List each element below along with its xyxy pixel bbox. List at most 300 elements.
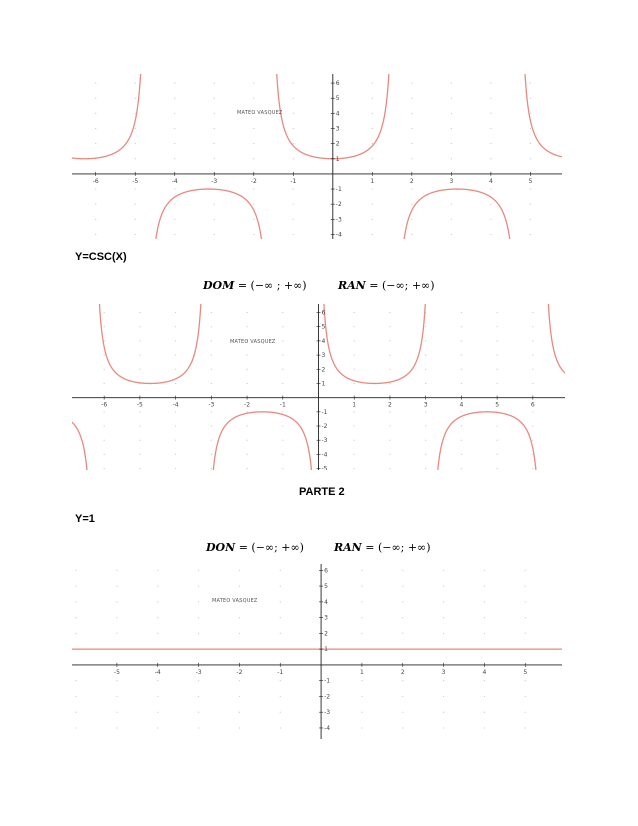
grid-dot xyxy=(95,143,96,144)
grid-dot xyxy=(425,440,426,441)
grid-dot xyxy=(372,143,373,144)
grid-dot xyxy=(530,204,531,205)
grid-dot xyxy=(175,354,176,355)
grid-dot xyxy=(104,383,105,384)
grid-dot xyxy=(372,188,373,189)
grid-dot xyxy=(354,369,355,370)
y-tick-label: -1 xyxy=(321,408,328,416)
grid-dot xyxy=(461,354,462,355)
x-tick-label: 5 xyxy=(495,401,500,409)
grid-dot xyxy=(484,696,485,697)
grid-dot xyxy=(198,617,199,618)
grid-dot xyxy=(95,234,96,235)
grid-dot xyxy=(104,369,105,370)
grid-dot xyxy=(490,219,491,220)
grid-dot xyxy=(532,312,533,313)
y-tick-label: -3 xyxy=(324,709,331,717)
grid-dot xyxy=(411,113,412,114)
grid-dot xyxy=(372,234,373,235)
grid-dot xyxy=(451,128,452,129)
grid-dot xyxy=(497,383,498,384)
grid-dot xyxy=(246,312,247,313)
grid-dot xyxy=(116,617,117,618)
y-tick-label: -4 xyxy=(335,231,342,239)
grid-dot xyxy=(174,98,175,99)
grid-dot xyxy=(443,712,444,713)
grid-dot xyxy=(214,219,215,220)
grid-dot xyxy=(389,411,390,412)
grid-dot xyxy=(354,340,355,341)
x-tick-label: -2 xyxy=(236,668,243,676)
x-tick-label: -5 xyxy=(132,177,139,185)
grid-dot xyxy=(497,468,498,469)
grid-dot xyxy=(451,204,452,205)
grid-dot xyxy=(532,326,533,327)
section-title-y1: Y=1 xyxy=(75,513,95,525)
grid-dot xyxy=(135,98,136,99)
grid-dot xyxy=(372,82,373,83)
grid-dot xyxy=(157,601,158,602)
grid-dot xyxy=(157,727,158,728)
grid-dot xyxy=(157,570,158,571)
grid-dot xyxy=(139,454,140,455)
grid-dot xyxy=(75,585,76,586)
grid-dot xyxy=(411,158,412,159)
grid-dot xyxy=(425,326,426,327)
grid-dot xyxy=(525,617,526,618)
grid-dot xyxy=(402,570,403,571)
x-tick-label: 2 xyxy=(400,668,405,676)
x-tick-label: -2 xyxy=(244,401,251,409)
grid-dot xyxy=(451,219,452,220)
grid-dot xyxy=(211,440,212,441)
tick-labels xyxy=(93,80,533,238)
grid-dot xyxy=(293,188,294,189)
x-tick-label: 6 xyxy=(530,401,535,409)
y-tick-label: 2 xyxy=(335,140,340,148)
grid-dot xyxy=(239,633,240,634)
grid-dot xyxy=(135,158,136,159)
grid-dot xyxy=(280,712,281,713)
grid-dot xyxy=(497,340,498,341)
grid-dot xyxy=(211,340,212,341)
grid-dot xyxy=(246,383,247,384)
grid-dot xyxy=(282,425,283,426)
grid-dot xyxy=(198,727,199,728)
grid-dots xyxy=(92,82,531,235)
x-tick-label: -4 xyxy=(171,177,178,185)
grid-dot xyxy=(497,312,498,313)
grid-dot xyxy=(293,128,294,129)
grid-dot xyxy=(490,204,491,205)
grid-dot xyxy=(253,204,254,205)
grid-dot xyxy=(451,234,452,235)
grid-dot xyxy=(104,425,105,426)
grid-dot xyxy=(116,601,117,602)
grid-dot xyxy=(280,570,281,571)
x-tick-label: -1 xyxy=(290,177,297,185)
grid-dot xyxy=(175,340,176,341)
grid-dot xyxy=(490,158,491,159)
grid-dot xyxy=(104,312,105,313)
grid-dot xyxy=(239,570,240,571)
grid-dot xyxy=(389,454,390,455)
grid-dot xyxy=(293,143,294,144)
grid-dot xyxy=(389,383,390,384)
y-tick-label: -2 xyxy=(321,423,328,431)
x-tick-label: 4 xyxy=(488,177,493,185)
grid-dot xyxy=(443,727,444,728)
y-tick-label: 2 xyxy=(321,366,326,374)
grid-dot xyxy=(174,82,175,83)
grid-dot xyxy=(532,383,533,384)
grid-dot xyxy=(484,727,485,728)
grid-dot xyxy=(293,158,294,159)
grid-dot xyxy=(411,98,412,99)
csc-range-value: = (−∞; +∞) xyxy=(369,279,435,292)
grid-dot xyxy=(402,727,403,728)
grid-dot xyxy=(293,82,294,83)
axes xyxy=(72,304,565,470)
grid-dot xyxy=(175,468,176,469)
grid-dot xyxy=(135,219,136,220)
grid-dot xyxy=(104,454,105,455)
grid-dot xyxy=(372,219,373,220)
grid-dot xyxy=(389,340,390,341)
grid-dot xyxy=(361,712,362,713)
grid-dot xyxy=(174,188,175,189)
grid-dot xyxy=(354,354,355,355)
x-tick-label: 5 xyxy=(523,668,528,676)
grid-dot xyxy=(389,425,390,426)
grid-dot xyxy=(211,454,212,455)
grid-dot xyxy=(354,454,355,455)
grid-dot xyxy=(175,383,176,384)
x-tick-label: -5 xyxy=(136,401,143,409)
grid-dot xyxy=(95,82,96,83)
watermark: MATEO VASQUEZ xyxy=(212,598,258,604)
grid-dot xyxy=(425,425,426,426)
grid-dot xyxy=(139,468,140,469)
grid-dot xyxy=(198,601,199,602)
grid-dot xyxy=(461,468,462,469)
grid-dot xyxy=(372,128,373,129)
y-tick-label: 4 xyxy=(321,337,326,345)
grid-dot xyxy=(282,468,283,469)
section-title-csc: Y=CSC(X) xyxy=(75,251,127,263)
grid-dot xyxy=(461,440,462,441)
grid-dot xyxy=(211,369,212,370)
grid-dot xyxy=(530,113,531,114)
grid-dot xyxy=(354,468,355,469)
grid-dot xyxy=(425,354,426,355)
grid-dot xyxy=(443,696,444,697)
grid-dot xyxy=(402,601,403,602)
grid-dot xyxy=(135,128,136,129)
grid-dot xyxy=(174,128,175,129)
grid-dot xyxy=(239,727,240,728)
grid-dot xyxy=(211,425,212,426)
grid-dot xyxy=(293,219,294,220)
y-tick-label: 6 xyxy=(324,567,328,575)
grid-dot xyxy=(461,411,462,412)
grid-dot xyxy=(95,113,96,114)
grid-dot xyxy=(157,617,158,618)
grid-dot xyxy=(239,617,240,618)
y1-range-value: = (−∞; +∞) xyxy=(365,541,431,554)
grid-dot xyxy=(253,219,254,220)
grid-dot xyxy=(95,188,96,189)
grid-dot xyxy=(361,696,362,697)
grid-dot xyxy=(239,585,240,586)
grid-dot xyxy=(157,585,158,586)
grid-dot xyxy=(530,219,531,220)
grid-dot xyxy=(389,440,390,441)
y-tick-label: 3 xyxy=(335,125,340,133)
grid-dot xyxy=(253,143,254,144)
grid-dot xyxy=(372,204,373,205)
grid-dot xyxy=(484,585,485,586)
sec-graph xyxy=(72,74,562,239)
grid-dot xyxy=(246,468,247,469)
grid-dot xyxy=(402,585,403,586)
grid-dot xyxy=(361,570,362,571)
grid-dot xyxy=(490,143,491,144)
grid-dot xyxy=(157,633,158,634)
grid-dot xyxy=(116,585,117,586)
grid-dot xyxy=(361,727,362,728)
grid-dot xyxy=(282,411,283,412)
grid-dot xyxy=(175,440,176,441)
grid-dot xyxy=(198,570,199,571)
grid-dot xyxy=(239,680,240,681)
y-tick-label: -2 xyxy=(335,201,342,209)
grid-dot xyxy=(484,633,485,634)
y-tick-label: 5 xyxy=(321,323,326,331)
grid-dot xyxy=(389,326,390,327)
tick-labels xyxy=(101,310,535,470)
grid-dot xyxy=(282,440,283,441)
grid-dot xyxy=(532,468,533,469)
y-tick-label: -3 xyxy=(335,216,342,224)
grid-dot xyxy=(530,188,531,189)
watermark: MATEO VASQUEZ xyxy=(237,110,283,116)
y-tick-label: -1 xyxy=(324,677,331,685)
x-tick-label: -4 xyxy=(154,668,161,676)
grid-dot xyxy=(95,219,96,220)
axes xyxy=(72,74,562,239)
grid-dot xyxy=(402,633,403,634)
grid-dot xyxy=(525,712,526,713)
grid-dot xyxy=(280,633,281,634)
grid-dot xyxy=(411,219,412,220)
grid-dot xyxy=(75,680,76,681)
grid-dot xyxy=(104,326,105,327)
grid-dot xyxy=(253,98,254,99)
grid-dot xyxy=(246,411,247,412)
grid-dot xyxy=(174,204,175,205)
grid-dot xyxy=(214,204,215,205)
y-tick-label: 5 xyxy=(324,583,328,591)
grid-dot xyxy=(451,98,452,99)
grid-dot xyxy=(211,468,212,469)
x-tick-label: -2 xyxy=(250,177,257,185)
grid-dot xyxy=(139,440,140,441)
x-tick-label: -6 xyxy=(92,177,99,185)
grid-dot xyxy=(116,727,117,728)
grid-dot xyxy=(116,696,117,697)
grid-dot xyxy=(425,468,426,469)
grid-dot xyxy=(135,143,136,144)
grid-dot xyxy=(239,712,240,713)
grid-dot xyxy=(175,312,176,313)
y-tick-label: 4 xyxy=(335,110,340,118)
grid-dot xyxy=(139,425,140,426)
grid-dot xyxy=(104,440,105,441)
grid-dot xyxy=(253,188,254,189)
grid-dot xyxy=(95,204,96,205)
x-tick-label: -4 xyxy=(172,401,179,409)
grid-dot xyxy=(490,113,491,114)
x-tick-label: -1 xyxy=(279,401,286,409)
grid-dot xyxy=(497,440,498,441)
grid-dot xyxy=(461,340,462,341)
grid-dot xyxy=(402,680,403,681)
grid-dot xyxy=(425,340,426,341)
grid-dot xyxy=(246,326,247,327)
grid-dot xyxy=(354,440,355,441)
grid-dot xyxy=(443,601,444,602)
csc-range-formula xyxy=(338,279,435,292)
grid-dot xyxy=(75,601,76,602)
grid-dot xyxy=(214,113,215,114)
y-tick-label: -1 xyxy=(335,186,342,194)
grid-dot xyxy=(116,570,117,571)
grid-dot xyxy=(402,696,403,697)
grid-dot xyxy=(532,411,533,412)
grid-dot xyxy=(104,411,105,412)
grid-dot xyxy=(198,633,199,634)
grid-dot xyxy=(116,680,117,681)
x-tick-label: 3 xyxy=(423,401,428,409)
y1-range-label: RAN xyxy=(334,541,362,554)
grid-dot xyxy=(389,369,390,370)
grid-dot xyxy=(361,633,362,634)
grid-dot xyxy=(497,369,498,370)
grid-dot xyxy=(75,570,76,571)
grid-dot xyxy=(525,696,526,697)
grid-dot xyxy=(280,617,281,618)
part-title: PARTE 2 xyxy=(299,486,345,498)
grid-dot xyxy=(530,128,531,129)
grid-dot xyxy=(239,696,240,697)
y-tick-label: 6 xyxy=(321,309,326,317)
grid-dot xyxy=(490,128,491,129)
grid-dot xyxy=(253,82,254,83)
grid-dot xyxy=(253,128,254,129)
x-tick-label: 1 xyxy=(360,668,364,676)
grid-dot xyxy=(372,113,373,114)
grid-dot xyxy=(484,601,485,602)
grid-dot xyxy=(246,369,247,370)
grid-dot xyxy=(425,411,426,412)
grid-dot xyxy=(214,128,215,129)
grid-dot xyxy=(354,312,355,313)
grid-dot xyxy=(293,113,294,114)
grid-dot xyxy=(530,143,531,144)
grid-dot xyxy=(246,425,247,426)
y-tick-label: 2 xyxy=(324,630,328,638)
grid-dot xyxy=(443,617,444,618)
grid-dot xyxy=(75,617,76,618)
y1-domain-formula xyxy=(206,541,304,554)
x-tick-label: -6 xyxy=(101,401,108,409)
grid-dot xyxy=(425,369,426,370)
grid-dot xyxy=(411,128,412,129)
watermark: MATEO VASQUEZ xyxy=(230,339,276,345)
y-tick-label: -5 xyxy=(321,465,328,470)
x-tick-label: -1 xyxy=(277,668,284,676)
grid-dot xyxy=(214,158,215,159)
y-tick-label: -2 xyxy=(324,693,331,701)
y-tick-label: 4 xyxy=(324,598,328,606)
grid-dot xyxy=(175,326,176,327)
grid-dot xyxy=(497,354,498,355)
grid-dot xyxy=(282,326,283,327)
grid-dot xyxy=(75,696,76,697)
grid-dot xyxy=(135,188,136,189)
grid-dot xyxy=(104,468,105,469)
grid-dot xyxy=(282,369,283,370)
grid-dot xyxy=(372,158,373,159)
grid-dot xyxy=(75,727,76,728)
grid-dot xyxy=(246,354,247,355)
grid-dot xyxy=(214,82,215,83)
grid-dot xyxy=(484,617,485,618)
axes xyxy=(72,564,562,739)
grid-dot xyxy=(389,354,390,355)
grid-dot xyxy=(139,369,140,370)
grid-dot xyxy=(525,680,526,681)
grid-dot xyxy=(253,234,254,235)
y-tick-label: -4 xyxy=(324,724,331,732)
grid-dot xyxy=(211,411,212,412)
grid-dot xyxy=(451,82,452,83)
x-tick-label: 3 xyxy=(449,177,454,185)
x-tick-label: -3 xyxy=(208,401,215,409)
grid-dot xyxy=(174,219,175,220)
grid-dot xyxy=(389,468,390,469)
grid-dot xyxy=(214,234,215,235)
grid-dot xyxy=(116,712,117,713)
y-tick-label: 6 xyxy=(335,80,340,88)
grid-dot xyxy=(530,234,531,235)
grid-dot xyxy=(280,696,281,697)
grid-dot xyxy=(174,158,175,159)
csc-domain-value: = (−∞ ; +∞) xyxy=(237,279,307,292)
grid-dot xyxy=(139,354,140,355)
grid-dot xyxy=(139,411,140,412)
grid-dot xyxy=(174,143,175,144)
y1-range-formula xyxy=(334,541,431,554)
grid-dot xyxy=(532,369,533,370)
grid-dot xyxy=(282,354,283,355)
grid-dot xyxy=(253,158,254,159)
grid-dot xyxy=(530,98,531,99)
grid-dot xyxy=(443,585,444,586)
y-tick-label: -4 xyxy=(321,451,328,459)
grid-dot xyxy=(411,188,412,189)
